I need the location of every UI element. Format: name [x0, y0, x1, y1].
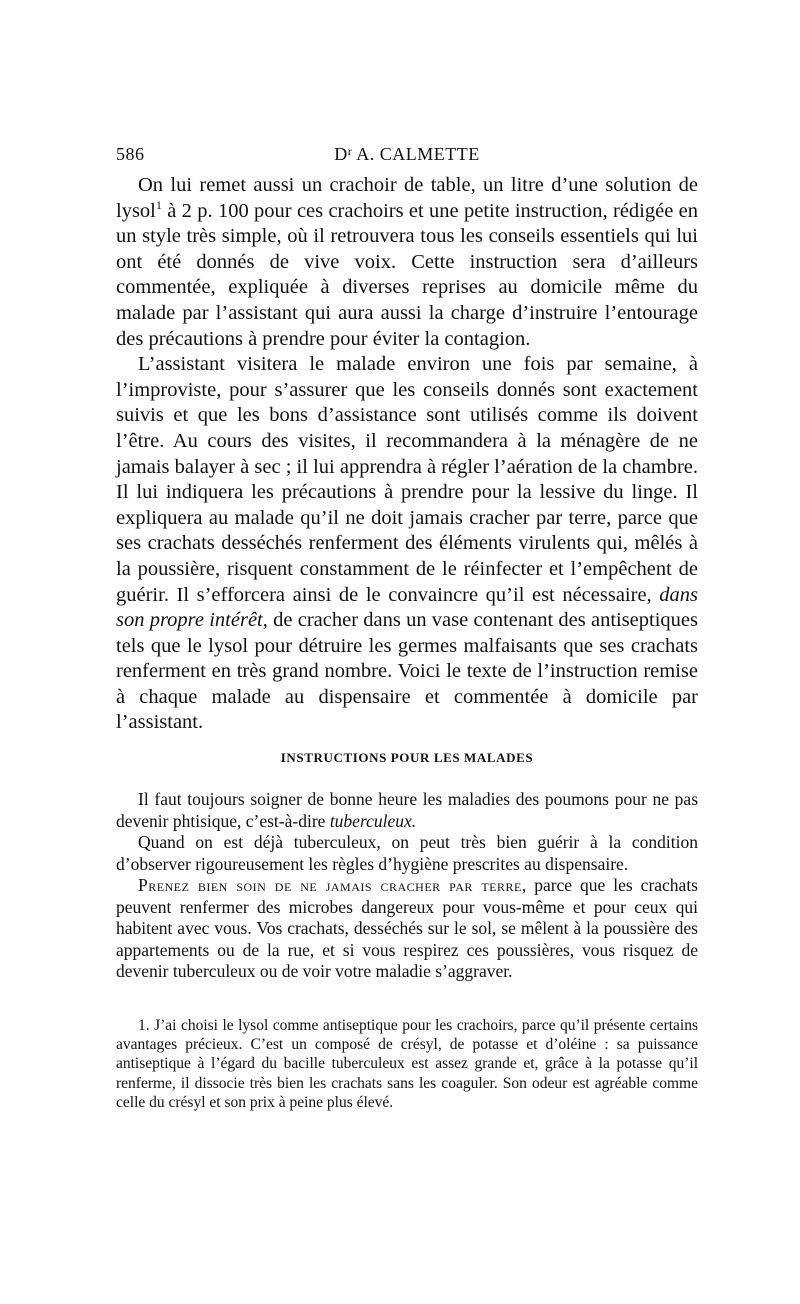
paragraph-text: L’assistant visitera le malade environ une fois par semaine, à l’improviste, pour s’assurer que les conseils donnés sont exactement suivis et que les bons d’assistance sont utilisés comme ils doivent l’être. Au cours des visites, il recommandera à la ménagère de ne jamais balayer à sec ; il lui apprendra à régler l’aération de la chambre. Il lui indiquera les précautions à prendre pour la lessive du linge. Il expliquera au malade qu’il ne doit jamais cracher par terre, parce que ses crachats desséchés renferment des éléments virulents qui, mêlés à la poussière, risquent constamment de le réinfecter et l’empêchent de guérir. Il s’efforcera ainsi de le convaincre qu’il est nécessaire,: [116, 353, 698, 606]
footnote-reference: 1: [155, 197, 162, 212]
footnote-text: 1. J’ai choisi le lysol comme antiseptique pour les crachoirs, parce qu’il présente certains avantages précieux. C’est un composé de crésyl, de potasse et d’oléine : sa puissance antiseptique à l’égard du bacille tuberculeux est assez grande et, grâce à la potasse qu’il renferme, il dissocie très bien les crachats sans les coaguler. Son odeur est agréable comme celle du crésyl et son prix à peine plus élevé.: [116, 1017, 698, 1111]
instructions-text: [116, 789, 698, 983]
page-header: [116, 144, 698, 170]
italic-text: tuberculeux.: [329, 810, 417, 831]
page-number: 586: [116, 144, 145, 164]
section-title: INSTRUCTIONS POUR LES MALADES: [280, 750, 534, 765]
italic-text: dans son propre intérêt: [116, 583, 698, 632]
author-name: A. CALMETTE: [352, 144, 480, 164]
paragraph-text: , de cracher dans un vase contenant des antiseptiques tels que le lysol pour détruire les germes malfaisants que ses crachats renferment en très grand nombre. Voici le texte de l’instruction remise à chaque malade au dispensaire et commentée à domicile par l’assistant.: [116, 609, 699, 734]
paragraph-text: Il faut toujours soigner de bonne heure les maladies des poumons pour ne pas devenir phtisique, c’est-à-dire: [116, 789, 698, 831]
paragraph-text: , parce que les crachats peuvent renfermer des microbes dangereux pour vous-même et pour ceux qui habitent avec vous. Vos crachats, desséchés sur le sol, se mêlent à la poussière des appartements ou de la rue, et si vous respirez ces poussières, vous risquez de devenir tuberculeux ou de voir votre maladie s’aggraver.: [116, 875, 698, 981]
paragraph: Quand on est déjà tuberculeux, on peut très bien guérir à la condition d’observer rigoureusement les règles d’hygiène prescrites au dispensaire.: [116, 832, 698, 874]
author-prefix: D: [334, 144, 348, 164]
footnote: [116, 1016, 698, 1112]
main-text: [116, 173, 698, 736]
paragraph-text: à 2 p. 100 pour ces crachoirs et une petite instruction, rédigée en un style très simple, où il retrouvera tous les conseils essentiels qui lui ont été donnés de vive voix. Cette instruction sera d’ailleurs commentée, expliquée à diverses reprises au domicile même du malade par l’assistant qui aura aussi la charge d’instruire l’entourage des précautions à prendre pour éviter la contagion.: [116, 199, 698, 350]
paragraph: [116, 789, 698, 832]
emphasis-smallcaps: Prenez bien soin de ne jamais cracher par terre: [138, 875, 522, 895]
running-head: [116, 144, 698, 165]
paragraph: [116, 173, 698, 352]
paragraph-text: On lui remet aussi un crachoir de table, un litre d’une solution de lysol: [116, 174, 698, 222]
paragraph: [116, 352, 698, 736]
paragraph: [116, 875, 698, 983]
author-superscript: r: [347, 144, 353, 158]
